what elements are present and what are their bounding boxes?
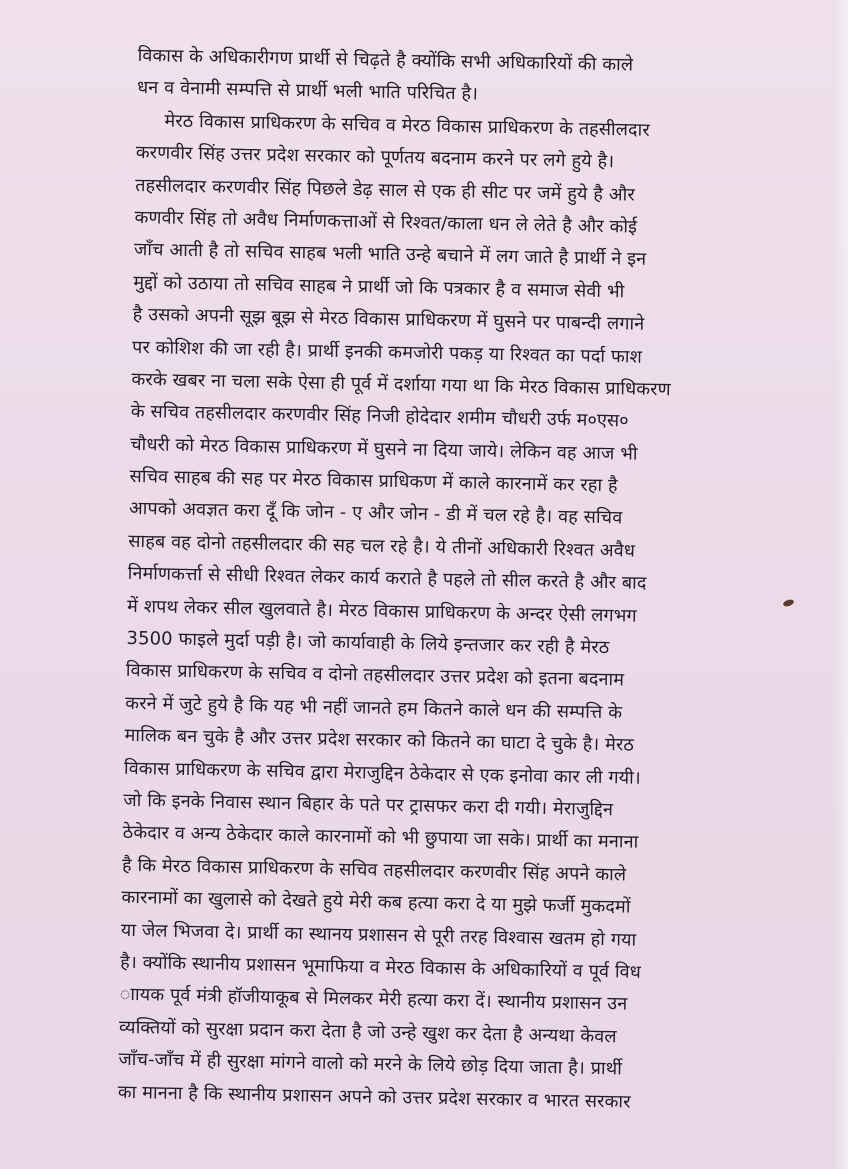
body-text (117, 40, 777, 1121)
text-line: तहसीलदार करणवीर सिंह पिछले डेढ़ साल से एक ही सीट पर जमें हुये है और (135, 174, 635, 206)
text-line: है उसको अपनी सूझ बूझ से मेरठ विकास प्राधिकरण में घुसने पर पाबन्दी लगाने (132, 304, 645, 335)
text-line: व्यक्तियों को सुरक्षा प्रदान करा देता है जो उन्हे खुश कर देता है अन्यथा केवल (118, 1016, 617, 1048)
text-line: जो कि इनके निवास स्थान बिहार के पते पर ट्रासफर करा दी गयी। मेराजुद्दिन (123, 789, 614, 821)
text-line: विकास के अधिकारीगण प्रार्थी से चिढ़ते है क्योंकि सभी अधिकारियों की काले (137, 44, 634, 76)
text-line: करने में जुटे हुये है कि यह भी नहीं जानते हम कितने काले धन की सम्पत्ति के (125, 692, 623, 724)
text-line: जाँच आती है तो सचिव साहब भली भाति उन्हे बचाने में लग जाते है प्रार्थी ने इन (133, 239, 647, 271)
text-line: करके खबर ना चला सके ऐसा ही पूर्व में दर्शाया गया था कि मेरठ विकास प्राधिकरण (131, 368, 671, 401)
text-line: धन व वेनामी सम्पत्ति से प्रार्थी भली भाति परिचित है। (136, 77, 479, 105)
text-line: ाायक पूर्व मंत्री हॉजीयाकूब से मिलकर मेरी हत्या करा दें। स्थानीय प्रशासन उन (119, 984, 628, 1015)
text-line: ठेकेदार व अन्य ठेकेदार काले कारनामों को भी छुपाया जा सके। प्रार्थी का मनाना (122, 822, 639, 854)
text-line: चौधरी को मेरठ विकास प्राधिकरण में घुसने ना दिया जाये। लेकिन वह आज भी (130, 433, 638, 465)
text-line: के सचिव तहसीलदार करणवीर सिंह निजी होदेदार शमीम चौधरी उर्फ म०एस० (130, 401, 629, 432)
ink-smudge (782, 598, 794, 607)
text-line: करणवीर सिंह उत्तर प्रदेश सरकार को पूर्णतय बदनाम करने पर लगे हुये है। (135, 142, 615, 173)
text-line: आपको अवज्ञत करा दूँ कि जोन - ए और जोन - डी में चल रहे है। वह सचिव (128, 498, 623, 529)
scan-edge (834, 0, 848, 1169)
text-line: निर्माणकर्त्ता से सीधी रिश्वत लेकर कार्य कराते है पहले तो सील करते है और बाद (127, 563, 647, 595)
text-line: साहब वह दोनो तहसीलदार की सह चल रहे है। ये तीनों अधिकारी रिश्वत अवैध (128, 530, 636, 562)
text-line: पर कोशिश की जा रही है। प्रार्थी इनकी कमजोरी पकड़ या रिश्वत का पर्दा फाश (131, 336, 643, 368)
text-line: का मानना है कि स्थानीय प्रशासन अपने को उत्तर प्रदेश सरकार व भारत सरकार (117, 1081, 631, 1113)
text-line: 3500 फाइले मुर्दा पड़ी है। जो कार्यावाही के लिये इन्तजार कर रही है मेरठ (126, 627, 610, 659)
text-line: कारनामों का खुलासे को देखते हुये मेरी कब हत्या करा दे या मुझे फर्जी मुकदमों (121, 887, 631, 918)
text-line: है। क्योंकि स्थानीय प्रशासन भूमाफिया व मेरठ विकास के अधिकारियों व पूर्व विध (120, 951, 642, 983)
text-line: कणवीर सिंह तो अवैध निर्माणकत्ताओं से रिश्वत/काला धन ले लेते है और कोई (134, 206, 638, 238)
text-line: में शपथ लेकर सील खुलवाते है। मेरठ विकास प्राधिकरण के अन्दर ऐसी लगभग (126, 595, 637, 627)
text-line: विकास प्राधिकरण के सचिव द्वारा मेराजुद्दिन ठेकेदार से एक इनोवा कार ली गयी। (123, 757, 642, 789)
text-line: सचिव साहब की सह पर मेरठ विकास प्राधिकण में काले कारनामें कर रहा है (129, 465, 618, 497)
text-line: विकास प्राधिकरण के सचिव व दोनो तहसीलदार उत्तर प्रदेश को इतना बदनाम (125, 660, 625, 691)
text-line: मुद्दों को उठाया तो सचिव साहब ने प्रार्थी जो कि पत्रकार है व समाज सेवी भी (133, 271, 625, 303)
text-line: या जेल भिजवा दे। प्रार्थी का स्थानय प्रशासन से पूरी तरह विश्वास खतम हो गया (120, 919, 637, 951)
text-line: मालिक बन चुके है और उत्तर प्रदेश सरकार को कितने का घाटा दे चुके है। मेरठ (124, 725, 635, 756)
text-line: है कि मेरठ विकास प्राधिकरण के सचिव तहसीलदार करणवीर सिंह अपने काले (121, 854, 627, 886)
text-line: जाँच-जाँच में ही सुरक्षा मांगने वालो को मरने के लिये छोड़ दिया जाता है। प्रार्थी (118, 1048, 623, 1080)
text-line: मेरठ विकास प्राधिकरण के सचिव व मेरठ विकास प्राधिकरण के तहसीलदार (164, 110, 651, 141)
